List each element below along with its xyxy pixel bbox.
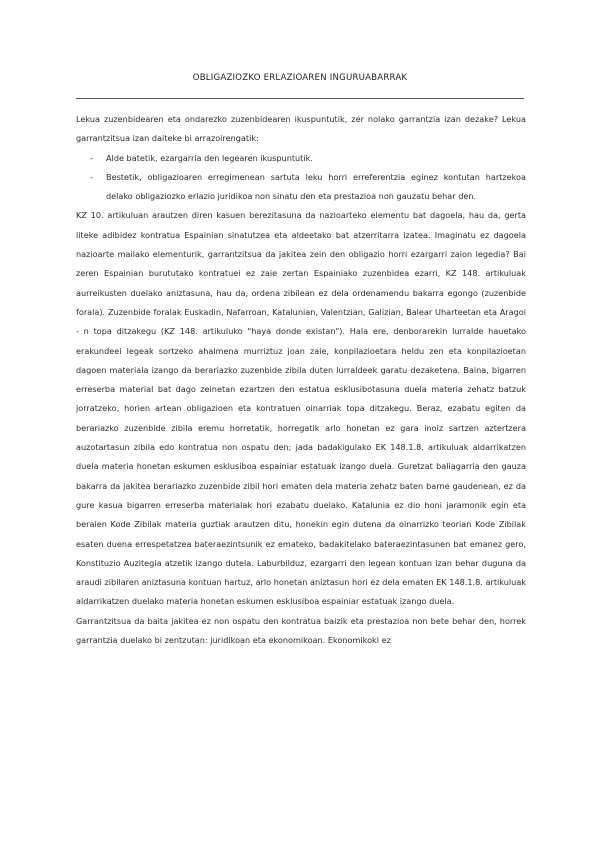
document-title: OBLIGAZIOZKO ERLAZIOAREN INGURUABARRAK (192, 73, 408, 83)
list-item (76, 149, 526, 168)
closing-paragraph: Garrantzitsua da baita jakitea ez non ospatu den kontratua baizik eta prestazioa non bete behar den, horrek garrantzia duelako bi zentzutan: juridikoan eta ekonomikoan. Ekonomikoki ez (76, 615, 526, 646)
list-item-text: Alde batetik, ezargarria den legearen ikuspuntutik. (106, 152, 313, 163)
reasons-list (76, 149, 526, 207)
title-divider (76, 98, 524, 99)
kz-article-paragraph: KZ 10. artikuluan arautzen diren kasuen berezitasuna da nazioarteko elementu bat dagoela, hau da, gerta liteke adibidez kontratua Espainian sinatutzea eta aldeetako bat atzerritarra izatea. Imaginatu ez dagoela nazioarte mailako elementurik, garrantzitsua da jakitea zein den obligazio horri ezargarri zaion legedia? Bai zeren Espainian burututako kontratuei ez zaie zertan Espainiako zuzenbidea ezarri, KZ 148. artikuluak aurreikusten duelako aniztasuna, hau da, ordena zibilean ez dela ordenamendu bakarra egongo (zuzenbide forala). Zuzenbide foralak Euskadin, Nafarroan, Katalunian, Valentzian, Galizian, Balear Uharteetan eta Aragoi - n topa ditzakegu (KZ 148. artikuluko "haya donde existan"). Hala ere, denborarekin lurralde hauetako erakundeei legeak sortzeko ahalmena murriztuz joan zaie, konpilazioetara heldu zen eta konpilazioetan dagoen materiala izango da berariazko zuzenbide zibila duten lurraldeek garatu dezaketena. Baina, bigarren erreserba material bat dago zeinetan ezartzen den estatua esklusibotasuna duela materia zehatz batzuk jorratzeko, horien artean obligazioen eta kontratuen oinarriak topa ditzakegu. Beraz, ezabatu egiten da berariazko zuzenbide zibila eremu horretatik, horregatik arlo honetan ez gara inoiz sartzen aztertzera auzotartasun zibila edo kontratua non ospatu den; jada badakigulako EK 148.1.8. artikuluak aldarrikatzen duela materia honetan eskumen esklusiboa espainiar estatuak izango duela. Guretzat baliagarria den gauza bakarra da jakitea berariazko zuzenbide zibil hori ematen dela materia zehatz baten barne gaudenean, ez da gure kasua bigarren erreserba materialak hori ezabatu duelako. Katalunia ez dio honi jaramonik egin eta beraien Kode Zibilak materia guztiak arautzen ditu, honekin egin dutena da oinarrizko teorian Kode Zibilak esaten duena errespetatzea bateraezintsunik ez emateko, badakitelako bateraezintasunen bat emanez gero, Konstituzio Auzitegia atzetik izango dutela. Laburbilduz, ezargarri den legean kontuan izan behar duguna da araudi zibilaren aniztasuna kontuan hartuz, arlo honetan aniztasun hori ez dela ematen EK 148.1.8. artikuluak aldarrikatzen duelako materia honetan eskumen esklusiboa espainiar estatuak izango duela. (76, 210, 526, 607)
bullet-marker: - (90, 152, 93, 163)
list-item-text: Bestetik, obligazioaren erregimenean sartuta leku horri erreferentzia eginez kontutan hartzekoa delako obligaziozko erlazio juridikoa non sinatu den eta prestazioa non gauzatu behar den. (106, 171, 526, 202)
list-item (76, 168, 526, 207)
intro-paragraph: Lekua zuzenbidearen eta ondarezko zuzenbidearen ikuspuntutik, zer nolako garrantzia izan dezake? Lekua garrantzitsua izan daiteke bi arrazoirengatik: (76, 114, 526, 144)
document-body (76, 110, 526, 650)
bullet-marker: - (90, 171, 93, 182)
